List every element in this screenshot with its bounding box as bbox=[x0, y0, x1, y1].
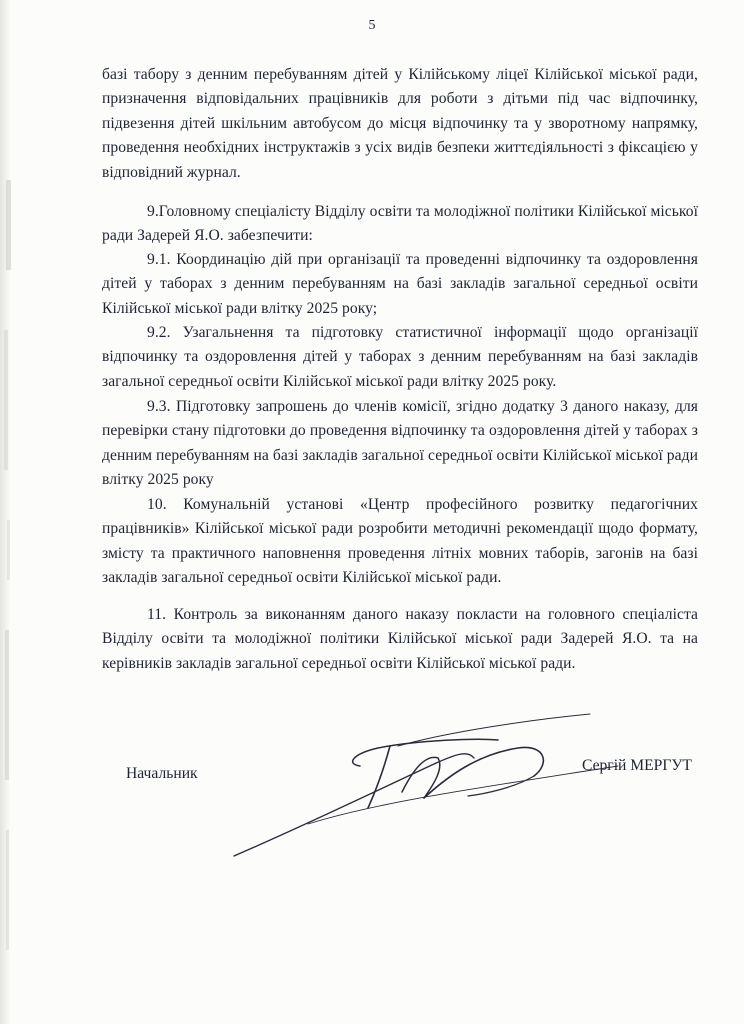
signatory-position-title: Начальник bbox=[126, 765, 198, 782]
paragraph-item-9-3: 9.3. Підготовку запрошень до членів комісії, згідно додатку 3 даного наказу, для перевірки стану підготовки до проведення відпочинку та оздоровлення дітей у таборах з денним перебуванням на базі закладів загальної середньої освіти Кілійської міської ради влітку 2025 року bbox=[102, 398, 698, 489]
page-number: 5 bbox=[368, 18, 376, 33]
paragraph-continuation: базі табору з денним перебуванням дітей у Кілійському ліцеї Кілійської міської ради, призначення відповідальних працівників для роботи з дітьми під час відпочинку, підвезення дітей шкільним автобусом до місця відпочинку та у зворотному напрямку, проведення необхідних інструктажів з усіх видів безпеки життєдіяльності з фіксацією у відповідний журнал. bbox=[102, 66, 698, 181]
paragraph-item-9: 9.Головному спеціалісту Відділу освіти та молодіжної політики Кілійської міської ради Задерей Я.О. забезпечити: bbox=[102, 203, 698, 245]
signatory-name: Сергій МЕРГУТ bbox=[582, 757, 692, 774]
paragraph-item-9-1: 9.1. Координацію дій при організації та проведенні відпочинку та оздоровлення дітей у таборах з денним перебуванням на базі закладів загальної середньої освіти Кілійської міської ради влітку 2025 року; bbox=[102, 251, 698, 317]
paragraph-item-10: 10. Комунальній установі «Центр професійного розвитку педагогічних працівників» Кілійської міської ради розробити методичні рекомендації щодо формату, змісту та практичного наповнення проведення літніх мовних таборів, загонів на базі закладів загальної середньої освіти Кілійської міської ради. bbox=[102, 496, 698, 587]
scan-margin-marks bbox=[0, 160, 30, 1000]
paragraph-item-9-2: 9.2. Узагальнення та підготовку статистичної інформації щодо організації відпочинку та оздоровлення дітей у таборах з денним перебуванням на базі закладів загальної середньої освіти Кілійської міської ради влітку 2025 року. bbox=[102, 324, 698, 390]
handwritten-signature bbox=[228, 706, 628, 866]
paragraph-item-11: 11. Контроль за виконанням даного наказу покласти на головного спеціаліста Відділу освіти та молодіжної політики Кілійської міської ради Задерей Я.О. та на керівників закладів загальної середньої освіти Кілійської міської ради. bbox=[102, 606, 698, 672]
